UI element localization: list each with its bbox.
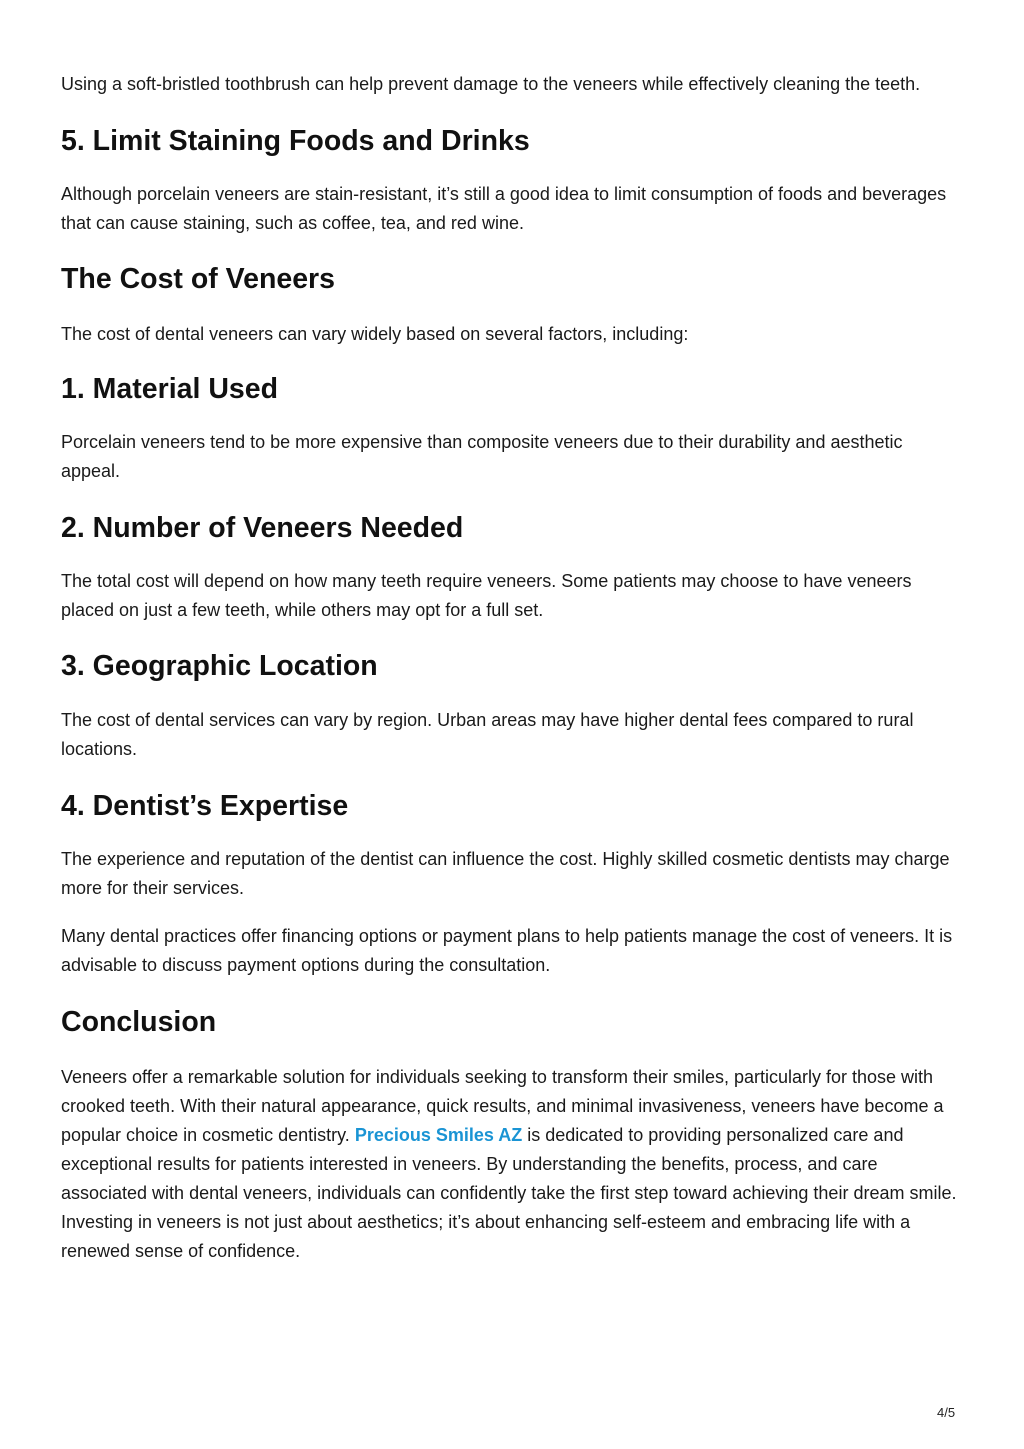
cost-intro-paragraph: The cost of dental veneers can vary widely based on several factors, including: (61, 324, 689, 344)
location-paragraph: The cost of dental services can vary by region. Urban areas may have higher dental fees compared to rural locations. (61, 710, 914, 759)
heading-material-used: 1. Material Used (61, 373, 279, 405)
conclusion-text-after: is dedicated to providing personalized care and exceptional results for patients interested in veneers. By understanding the benefits, process, and care associated with dental veneers, individuals can confidently take the first step toward achieving their dream smile. Investing in veneers is not just about aesthetics; it’s about enhancing self-esteem and embracing life with a renewed sense of confidence. (61, 1125, 957, 1261)
material-paragraph: Porcelain veneers tend to be more expensive than composite veneers due to their durability and aesthetic appeal. (61, 432, 903, 481)
financing-paragraph: Many dental practices offer financing options or payment plans to help patients manage the cost of veneers. It is advisable to discuss payment options during the consultation. (61, 926, 953, 975)
heading-number-of-veneers: 2. Number of Veneers Needed (61, 512, 464, 544)
heading-dentist-expertise: 4. Dentist’s Expertise (61, 790, 349, 822)
document-page (61, 70, 966, 1266)
heading-conclusion: Conclusion (61, 1006, 217, 1038)
heading-geographic-location: 3. Geographic Location (61, 650, 378, 682)
page-number: 4/5 (937, 1405, 956, 1420)
limit-staining-paragraph: Although porcelain veneers are stain-resistant, it’s still a good idea to limit consumption of foods and beverages that can cause staining, such as coffee, tea, and red wine. (61, 184, 947, 233)
heading-cost-of-veneers: The Cost of Veneers (61, 263, 335, 295)
conclusion-text-before: Veneers offer a remarkable solution for individuals seeking to transform their smiles, particularly for those with crooked teeth. With their natural appearance, quick results, and minimal invasiveness, veneers have become a popular choice in cosmetic dentistry. (61, 1067, 944, 1145)
expertise-paragraph: The experience and reputation of the dentist can influence the cost. Highly skilled cosmetic dentists may charge more for their services. (61, 849, 950, 898)
intro-paragraph: Using a soft-bristled toothbrush can help prevent damage to the veneers while effectively cleaning the teeth. (61, 74, 921, 94)
number-paragraph: The total cost will depend on how many teeth require veneers. Some patients may choose to have veneers placed on just a few teeth, while others may opt for a full set. (61, 571, 912, 620)
conclusion-paragraph (61, 1063, 966, 1266)
heading-limit-staining: 5. Limit Staining Foods and Drinks (61, 125, 530, 157)
precious-smiles-link[interactable]: Precious Smiles AZ (354, 1125, 523, 1145)
